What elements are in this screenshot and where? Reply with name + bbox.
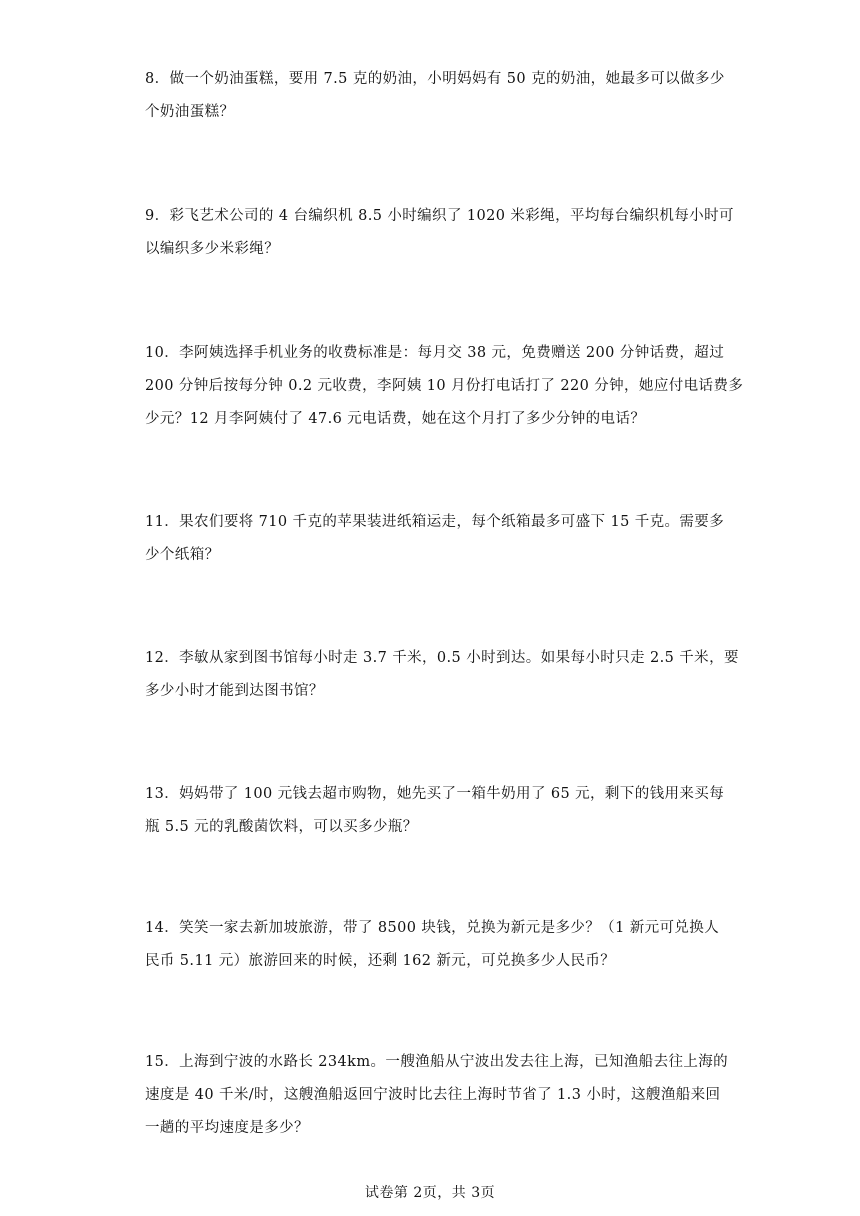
question-line: 11．果农们要将 710 千克的苹果装进纸箱运走，每个纸箱最多可盛下 15 千克。需要多 (145, 514, 725, 530)
question-line: 速度是 40 千米/时，这艘渔船返回宁波时比去往上海时节省了 1.3 小时，这艘渔船来回 (145, 1087, 721, 1103)
question-8 (145, 63, 725, 129)
question-line: 10．李阿姨选择手机业务的收费标准是：每月交 38 元，免费赠送 200 分钟话费，超过 (145, 345, 725, 361)
question-line: 13．妈妈带了 100 元钱去超市购物，她先买了一箱牛奶用了 65 元，剩下的钱用来买每 (145, 786, 725, 802)
question-line: 瓶 5.5 元的乳酸菌饮料，可以买多少瓶？ (145, 819, 418, 835)
question-line: 民币 5.11 元）旅游回来的时候，还剩 162 新元，可兑换多少人民币？ (145, 953, 616, 969)
question-line: 个奶油蛋糕？ (145, 104, 235, 120)
question-line: 少元？12 月李阿姨付了 47.6 元电话费，她在这个月打了多少分钟的电话？ (145, 411, 646, 427)
question-line: 200 分钟后按每分钟 0.2 元收费，李阿姨 10 月份打电话打了 220 分钟，她应付电话费多 (145, 378, 744, 394)
question-line: 一趟的平均速度是多少？ (145, 1120, 309, 1136)
page-footer: 试卷第 2页，共 3页 (364, 1185, 496, 1201)
question-11 (145, 506, 725, 572)
question-line: 8．做一个奶油蛋糕，要用 7.5 克的奶油，小明妈妈有 50 克的奶油，她最多可以做多少 (145, 71, 725, 87)
question-9 (145, 200, 734, 266)
question-13 (145, 778, 725, 844)
question-line: 多少小时才能到达图书馆？ (145, 683, 324, 699)
question-line: 12．李敏从家到图书馆每小时走 3.7 千米，0.5 小时到达。如果每小时只走 2.5 千米，要 (145, 650, 739, 666)
question-12 (145, 642, 739, 708)
question-line: 14．笑笑一家去新加坡旅游，带了 8500 块钱，兑换为新元是多少？（1 新元可兑换人 (145, 920, 720, 936)
question-10 (145, 337, 744, 436)
question-line: 以编织多少米彩绳？ (145, 241, 280, 257)
question-line: 少个纸箱？ (145, 547, 220, 563)
question-14 (145, 912, 725, 978)
question-15 (145, 1046, 729, 1145)
question-line: 9．彩飞艺术公司的 4 台编织机 8.5 小时编织了 1020 米彩绳，平均每台编织机每小时可 (145, 208, 734, 224)
question-line: 15．上海到宁波的水路长 234km。一艘渔船从宁波出发去往上海，已知渔船去往上海的 (145, 1054, 729, 1070)
